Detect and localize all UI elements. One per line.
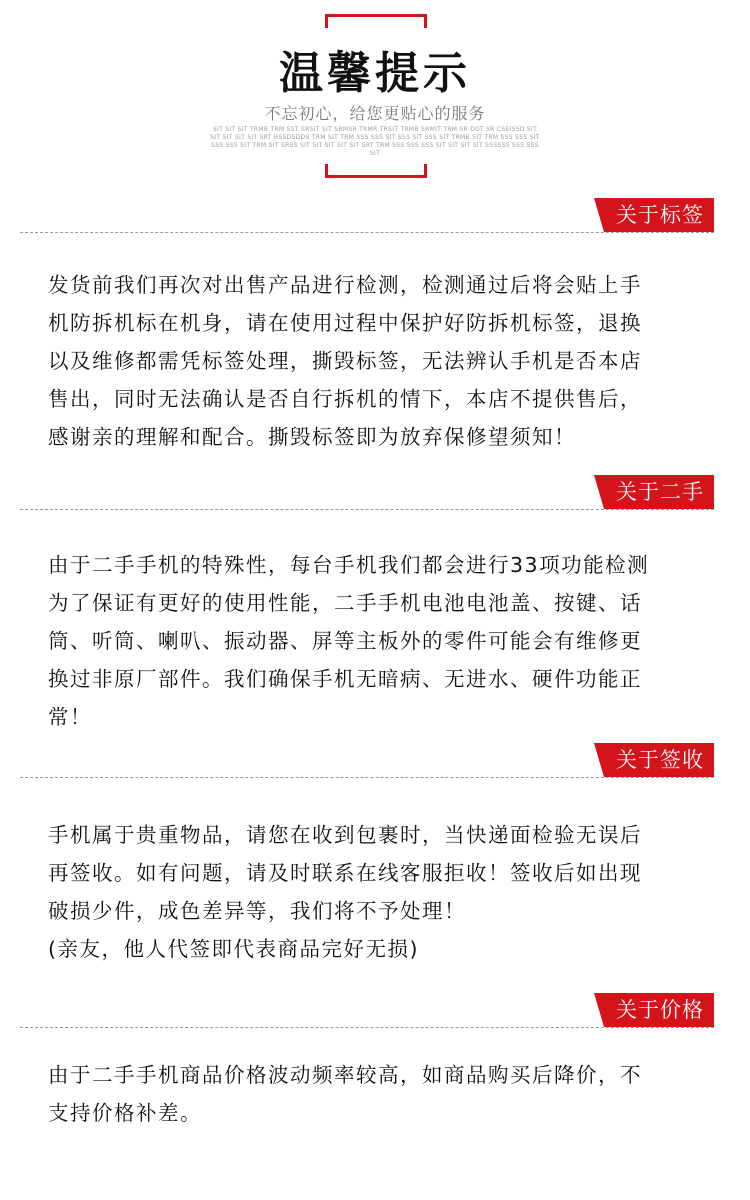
text-line: 换过非原厂部件。我们确保手机无暗病、无进水、硬件功能正 [48, 667, 642, 691]
text-line: 手机属于贵重物品，请您在收到包裹时，当快递面检验无误后 [48, 823, 642, 847]
text-line: 机防拆机标在机身，请在使用过程中保护好防拆机标签，退换 [48, 311, 642, 335]
section-divider [20, 232, 714, 233]
text-line: 售出，同时无法确认是否自行拆机的情下，本店不提供售后， [48, 387, 642, 411]
section-label-text [48, 266, 708, 456]
decorative-tiny-text: SIT SIT SIT TRMB TRM SST SRSIT SIT SRMSR TRMR TRSIT TRMB SRMIT TRM SR DGT SR CSEISSD SIT SIT SIT SIT SIT SRT RSSDSDDS TRM SIT TRM SSS SSS SIT SSS SIT SSS SIT TRMB SIT TRM SSS SSS SIT SSS SSS SIT TRM SIT SRSS SIT SIT SIT SIT SIT SRT TRM SSS SSS SSS SIT SIT SIT SIT SSSSSS SSS SSS SIT [210, 126, 540, 157]
text-line: 支持价格补差。 [48, 1101, 202, 1125]
section-divider [20, 1027, 714, 1028]
section-tag-price: 关于价格 [604, 993, 714, 1027]
text-line: 破损少件，成色差异等，我们将不予处理！ [48, 899, 466, 923]
text-line: 常！ [48, 705, 92, 729]
text-line: 由于二手手机的特殊性，每台手机我们都会进行33项功能检测 [48, 553, 650, 577]
page-subtitle: 不忘初心，给您更贴心的服务 [264, 104, 486, 123]
section-tag-label: 关于标签 [604, 198, 714, 232]
header-bracket-bottom [325, 164, 427, 178]
section-receipt-text [48, 816, 708, 968]
header-bracket-top [325, 14, 427, 28]
text-line: 发货前我们再次对出售产品进行检测，检测通过后将会贴上手 [48, 273, 642, 297]
section-divider [20, 509, 714, 510]
text-line: 由于二手手机商品价格波动频率较高，如商品购买后降价，不 [48, 1063, 642, 1087]
page-title: 温馨提示 [279, 48, 471, 99]
section-divider [20, 777, 714, 778]
text-line: 为了保证有更好的使用性能，二手手机电池电池盖、按键、话 [48, 591, 642, 615]
text-line: 筒、听筒、喇叭、振动器、屏等主板外的零件可能会有维修更 [48, 629, 642, 653]
section-tag-secondhand: 关于二手 [604, 475, 714, 509]
text-line: 以及维修都需凭标签处理，撕毁标签，无法辨认手机是否本店 [48, 349, 642, 373]
section-secondhand-text [48, 546, 708, 736]
text-line: 再签收。如有问题，请及时联系在线客服拒收！签收后如出现 [48, 861, 642, 885]
text-line: (亲友，他人代签即代表商品完好无损) [48, 937, 419, 961]
section-price-text [48, 1056, 708, 1132]
section-tag-receipt: 关于签收 [604, 743, 714, 777]
text-line: 感谢亲的理解和配合。撕毁标签即为放弃保修望须知！ [48, 425, 576, 449]
